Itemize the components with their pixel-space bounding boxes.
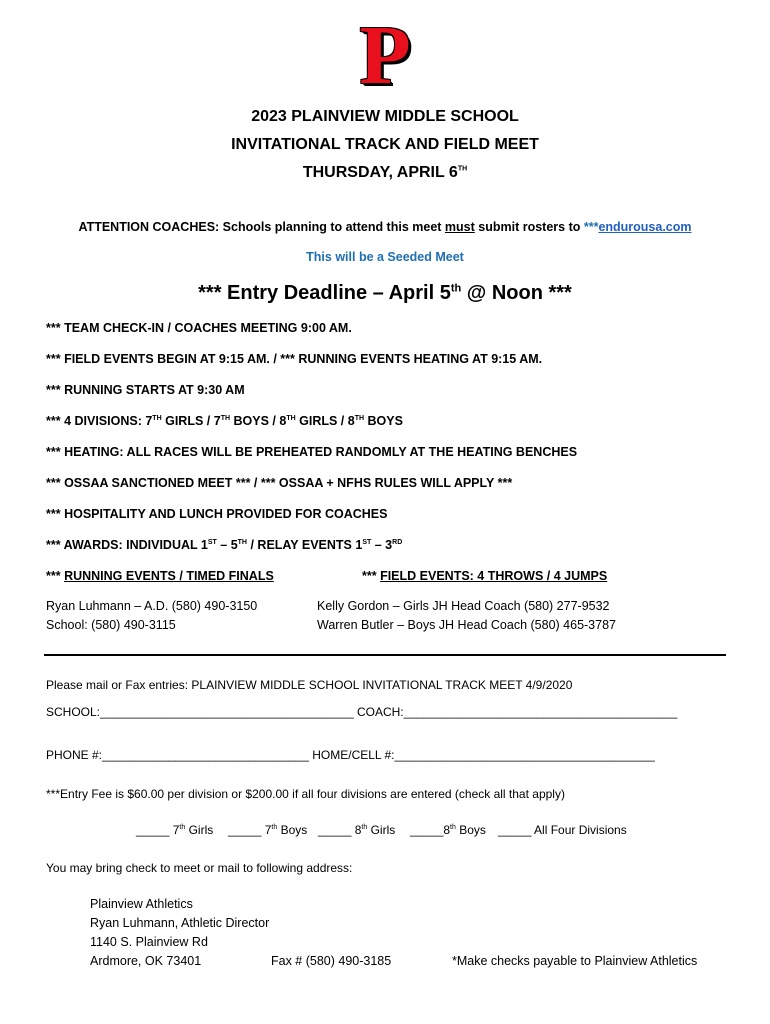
title-line-3: THURSDAY, APRIL 6TH: [302, 164, 468, 181]
phone-label: PHONE #:: [46, 748, 103, 762]
contact-girls-coach: Kelly Gordon – Girls JH Head Coach (580) 277-9532: [317, 599, 610, 613]
mail-entries-line: Please mail or Fax entries: PLAINVIEW MIDDLE SCHOOL INVITATIONAL TRACK MEET 4/9/2020: [46, 678, 573, 692]
ossaa-item: *** OSSAA SANCTIONED MEET *** / *** OSSAA + NFHS RULES WILL APPLY ***: [46, 476, 513, 490]
heating-item: *** HEATING: ALL RACES WILL BE PREHEATED RANDOMLY AT THE HEATING BENCHES: [46, 445, 578, 459]
checkin-item: *** TEAM CHECK-IN / COACHES MEETING 9:00 AM.: [46, 321, 352, 335]
school-label: SCHOOL:: [46, 705, 101, 719]
title-line-2: INVITATIONAL TRACK AND FIELD MEET: [231, 136, 539, 153]
division-all-four[interactable]: _____ All Four Divisions: [498, 823, 627, 837]
entry-deadline: *** Entry Deadline – April 5th @ Noon ***: [198, 282, 572, 304]
running-events-heading: *** RUNNING EVENTS / TIMED FINALS: [46, 569, 274, 583]
division-7-boys[interactable]: _____ 7th Boys: [228, 823, 308, 837]
seeded-meet-note: This will be a Seeded Meet: [306, 250, 464, 264]
phone-line: [46, 748, 655, 762]
coach-field[interactable]: _________________________________________: [403, 705, 678, 719]
school-logo: P: [359, 9, 411, 102]
endurousa-link[interactable]: endurousa.com: [598, 220, 692, 234]
home-cell-field[interactable]: _______________________________________: [394, 748, 655, 762]
address-line-1: Plainview Athletics: [90, 897, 193, 911]
school-coach-line: [46, 705, 677, 719]
section-divider: [44, 654, 726, 656]
school-field[interactable]: ______________________________________: [100, 705, 354, 719]
title-line-1: 2023 PLAINVIEW MIDDLE SCHOOL: [251, 108, 519, 125]
check-instructions: You may bring check to meet or mail to following address:: [46, 861, 353, 875]
divisions-item: *** 4 DIVISIONS: 7TH GIRLS / 7TH BOYS / 8TH GIRLS / 8TH BOYS: [46, 414, 403, 428]
division-8-girls[interactable]: _____ 8th Girls: [318, 823, 396, 837]
running-starts-item: *** RUNNING STARTS AT 9:30 AM: [46, 383, 245, 397]
checks-payable-note: *Make checks payable to Plainview Athletics: [452, 954, 698, 968]
contact-school: School: (580) 490-3115: [46, 618, 176, 632]
division-8-boys[interactable]: _____8th Boys: [410, 823, 486, 837]
awards-item: *** AWARDS: INDIVIDUAL 1ST – 5TH / RELAY EVENTS 1ST – 3RD: [46, 538, 403, 552]
entry-fee-line: ***Entry Fee is $60.00 per division or $200.00 if all four divisions are entered (check all that apply): [46, 787, 565, 801]
field-events-heading: *** FIELD EVENTS: 4 THROWS / 4 JUMPS: [362, 569, 608, 583]
address-line-4: Ardmore, OK 73401: [90, 954, 202, 968]
attention-coaches-notice: ATTENTION COACHES: Schools planning to attend this meet must submit rosters to ***endurousa.com: [78, 220, 692, 234]
address-line-3: 1140 S. Plainview Rd: [90, 935, 208, 949]
phone-field[interactable]: _______________________________: [102, 748, 309, 762]
contact-ad: Ryan Luhmann – A.D. (580) 490-3150: [46, 599, 258, 613]
division-7-girls[interactable]: _____ 7th Girls: [136, 823, 214, 837]
hospitality-item: *** HOSPITALITY AND LUNCH PROVIDED FOR COACHES: [46, 507, 388, 521]
fax-number: Fax # (580) 490-3185: [271, 954, 392, 968]
contact-boys-coach: Warren Butler – Boys JH Head Coach (580) 465-3787: [317, 618, 616, 632]
coach-label: COACH:: [353, 705, 404, 719]
home-cell-label: HOME/CELL #:: [308, 748, 395, 762]
field-events-begin-item: *** FIELD EVENTS BEGIN AT 9:15 AM. / *** RUNNING EVENTS HEATING AT 9:15 AM.: [46, 352, 543, 366]
address-line-2: Ryan Luhmann, Athletic Director: [90, 916, 270, 930]
